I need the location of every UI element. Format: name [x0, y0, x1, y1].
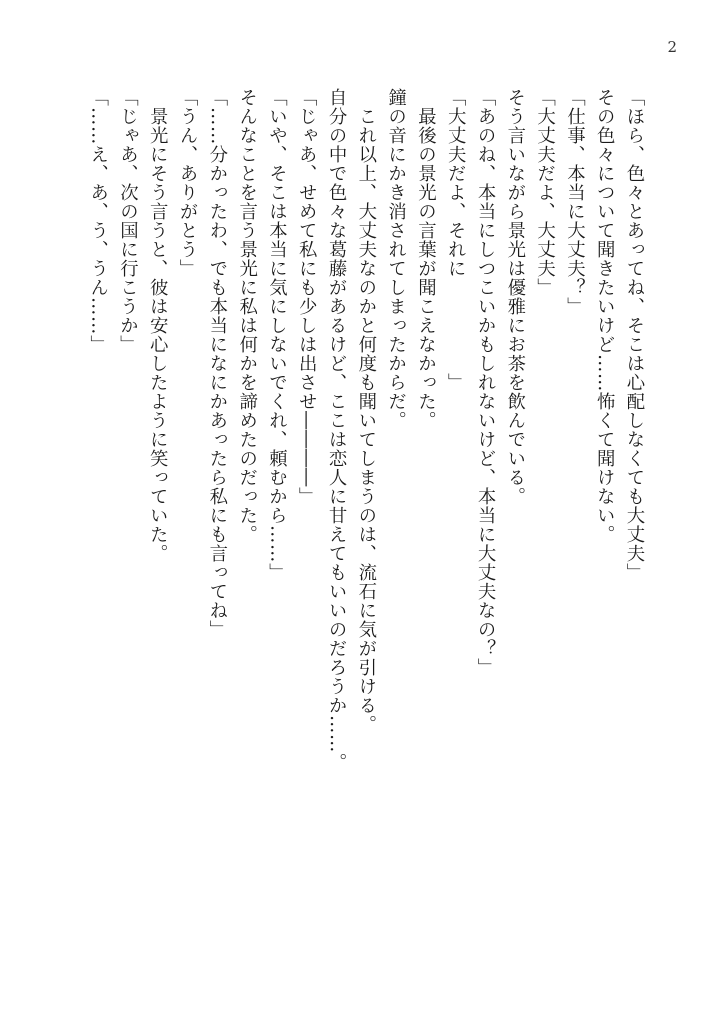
text-line: 「ほら、色々とあってね、そこは心配しなくても大丈夫」 — [624, 88, 645, 582]
text-line: 「……分かったわ、でも本当になにかあったら私にも言ってね」 — [206, 88, 228, 639]
text-line: 「じゃあ、次の国に行こうか」 — [117, 88, 139, 354]
text-line: 景光にそう言うと、彼は安心したように笑っていた。 — [147, 88, 169, 563]
text-line: 「大丈夫だよ、大丈夫」 — [534, 88, 556, 297]
text-line: これ以上、大丈夫なのかと何度も聞いてしまうのは、流石に気が引ける。 — [355, 88, 377, 734]
text-line: 「うん、ありがとう」 — [177, 88, 199, 278]
text-line: 「じゃあ、せめて私にも少しは出させ――――」 — [296, 88, 318, 506]
text-line: 最後の景光の言葉が聞こえなかった。 — [415, 88, 437, 430]
page-number: 2 — [667, 38, 677, 56]
text-line: そんなことを言う景光に私は何かを諦めたのだった。 — [236, 88, 258, 544]
text-line: そう言いながら景光は優雅にお茶を飲んでいる。 — [504, 88, 526, 506]
text-line: 「……え、あ、う、うん……」 — [87, 88, 109, 354]
text-line: 「大丈夫だよ、それに 」 — [445, 88, 467, 392]
text-line: 「あのね、本当にしつこいかもしれないけど、本当に大丈夫なの？」 — [475, 88, 497, 677]
text-line: 鐘の音にかき消されてしまったからだ。 — [385, 88, 407, 430]
text-line: 自分の中で色々な葛藤があるけど、ここは恋人に甘えてもいいのだろうか……。 — [326, 88, 348, 772]
body-text — [59, 88, 649, 848]
text-line: その色々について聞きたいけど……怖くて聞けない。 — [594, 88, 616, 544]
text-line: 「仕事、本当に大丈夫？」 — [564, 88, 586, 316]
text-line: 「いや、そこは本当に気にしないでくれ、頼むから……」 — [266, 88, 288, 582]
